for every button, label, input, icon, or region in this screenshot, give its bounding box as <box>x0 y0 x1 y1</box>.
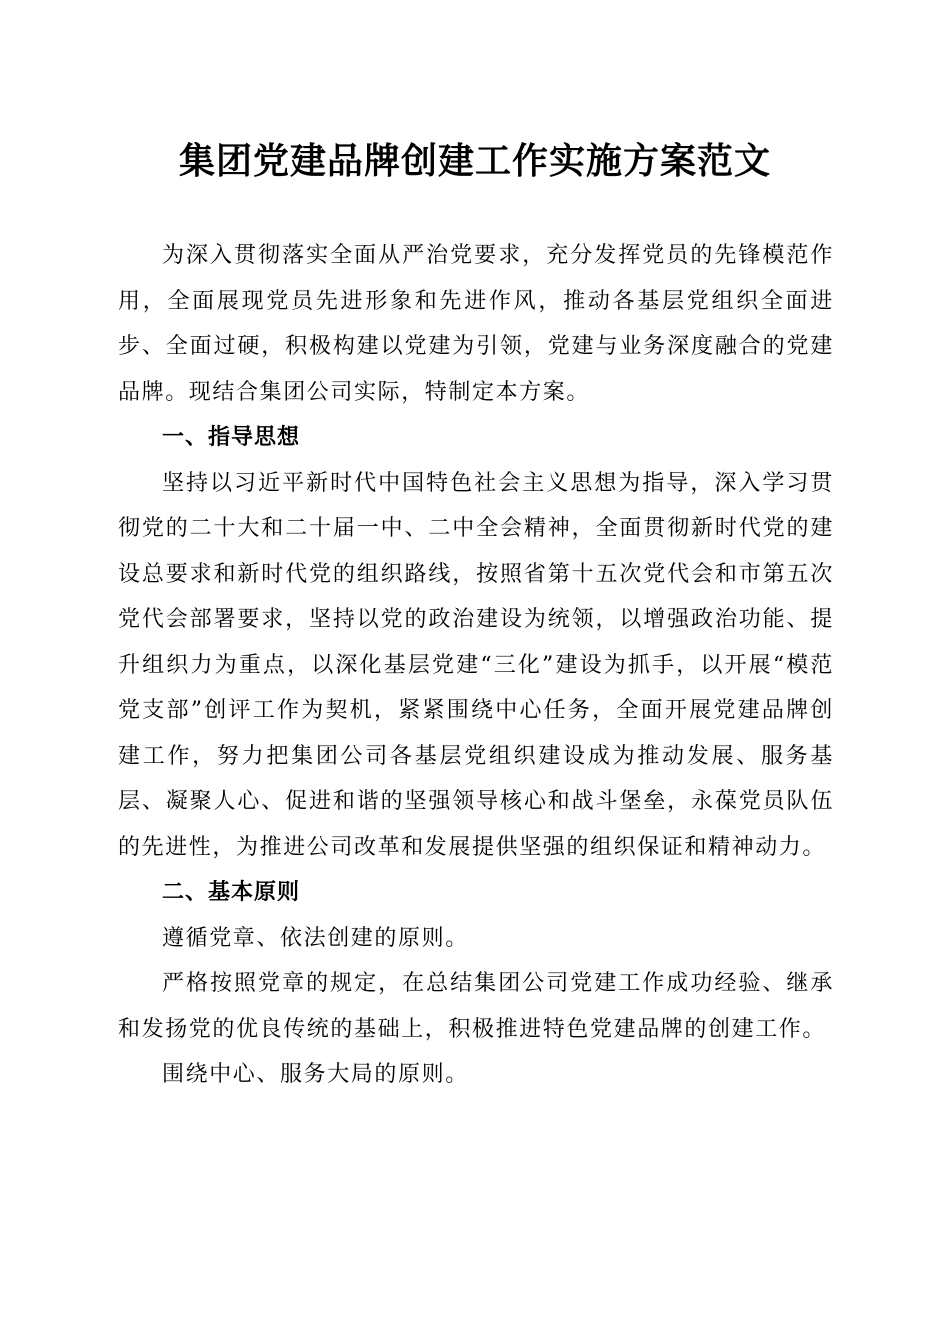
intro-paragraph: 为深入贯彻落实全面从严治党要求，充分发挥党员的先锋模范作用，全面展现党员先进形象和先进作风，推动各基层党组织全面进步、全面过硬，积极构建以党建为引领，党建与业务深度融合的党建品牌。现结合集团公司实际，特制定本方案。 <box>118 243 834 405</box>
principle-2-title: 围绕中心、服务大局的原则。 <box>162 1062 469 1087</box>
guiding-ideology-paragraph: 坚持以习近平新时代中国特色社会主义思想为指导，深入学习贯彻党的二十大和二十届一中、二中全会精神，全面贯彻新时代党的建设总要求和新时代党的组织路线，按照省第十五次党代会和市第五次党代会部署要求，坚持以党的政治建设为统领，以增强政治功能、提升组织力为重点，以深化基层党建“三化”建设为抓手，以开展“模范党支部”创评工作为契机，紧紧围绕中心任务，全面开展党建品牌创建工作，努力把集团公司各基层党组织建设成为推动发展、服务基层、凝聚人心、促进和谐的坚强领导核心和战斗堡垒，永葆党员队伍的先进性，为推进公司改革和发展提供坚强的组织保证和精神动力。 <box>118 470 834 860</box>
document-body <box>118 233 834 1098</box>
principle-1-title: 遵循党章、依法创建的原则。 <box>162 925 469 951</box>
principle-1-paragraph: 严格按照党章的规定，在总结集团公司党建工作成功经验、继承和发扬党的优良传统的基础上，积极推进特色党建品牌的创建工作。 <box>118 971 834 1042</box>
document-title: 集团党建品牌创建工作实施方案范文 <box>178 140 771 182</box>
section-heading-basic-principles: 二、基本原则 <box>162 880 301 905</box>
section-heading-guiding-ideology: 一、指导思想 <box>162 425 301 450</box>
